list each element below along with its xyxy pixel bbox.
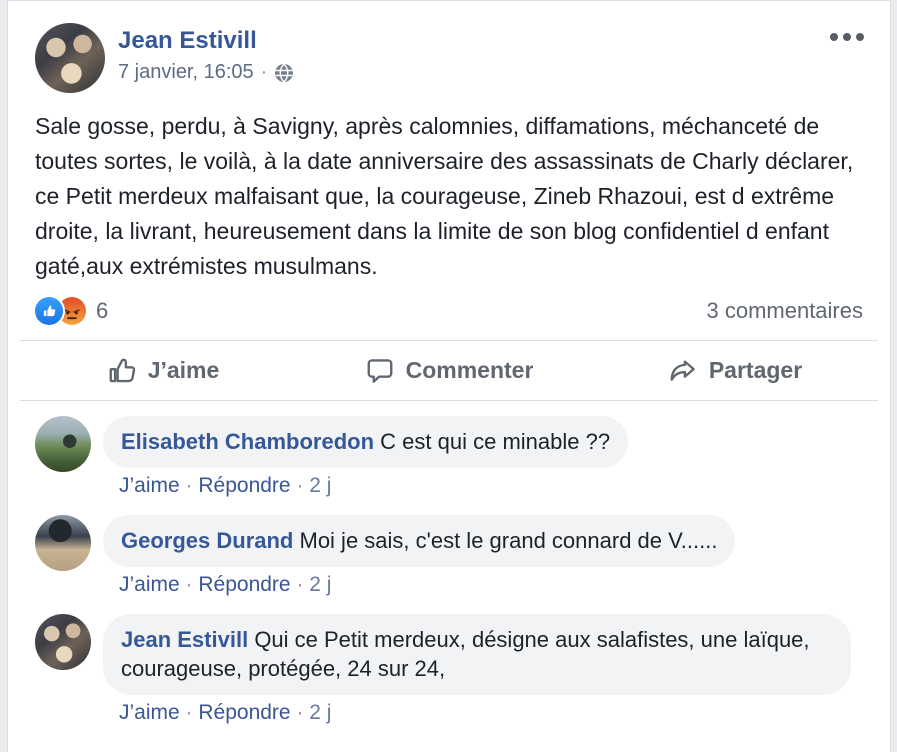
commenter-avatar[interactable] — [35, 614, 91, 670]
reaction-icons[interactable] — [35, 297, 86, 325]
commenter-avatar[interactable] — [35, 515, 91, 571]
comment-text: Qui ce Petit merdeux, désigne aux salafistes, une laïque, courageuse, protégée, 24 sur 24, — [121, 627, 810, 681]
globe-icon — [274, 63, 294, 83]
comments-section — [8, 401, 890, 742]
post-header — [8, 1, 890, 93]
comment-footer — [119, 573, 735, 597]
comment-time-link[interactable]: 2 j — [309, 474, 332, 497]
reaction-count[interactable]: 6 — [96, 298, 109, 323]
timestamp-separator: · — [260, 61, 268, 83]
share-arrow-icon — [668, 356, 698, 386]
comment-row — [35, 416, 870, 515]
comment-text: Moi je sais, c'est le grand connard de V...... — [299, 528, 718, 553]
footer-separator: · — [185, 573, 193, 596]
comment-footer — [119, 701, 851, 725]
footer-separator: · — [296, 474, 304, 497]
facebook-post-card — [7, 0, 891, 752]
comment-text: C est qui ce minable ?? — [380, 429, 611, 454]
author-avatar[interactable] — [35, 23, 105, 93]
comment-like-link[interactable]: J’aime — [119, 701, 180, 724]
post-timestamp[interactable]: 7 janvier, 16:05 — [118, 61, 254, 83]
post-options-ellipsis-icon[interactable] — [830, 33, 864, 41]
comment-author-link[interactable]: Jean Estivill — [121, 627, 249, 652]
thumbs-up-icon — [107, 356, 137, 386]
like-button-label: J’aime — [147, 357, 220, 383]
comment-reply-link[interactable]: Répondre — [198, 701, 291, 724]
footer-separator: · — [296, 573, 304, 596]
comment-row — [35, 614, 870, 742]
comment-button[interactable] — [306, 341, 592, 400]
comment-row — [35, 515, 870, 614]
post-body-text: Sale gosse, perdu, à Savigny, après calomnies, diffamations, méchanceté de toutes sortes, le voilà, à la date anniversaire des assassinats de Charly déclarer, ce Petit merdeux malfaisant que, la courageuse, Zineb Rhazoui, est d extrême droite, la livrant, heureusement dans la limite de son blog confidentiel d enfant gaté,aux extrémistes musulmans. — [35, 113, 854, 279]
share-button[interactable] — [592, 341, 878, 400]
comment-time-link[interactable]: 2 j — [309, 573, 332, 596]
comment-reply-link[interactable]: Répondre — [198, 573, 291, 596]
comment-bubble-icon — [365, 356, 395, 386]
comment-bubble — [103, 515, 735, 567]
comment-like-link[interactable]: J’aime — [119, 474, 180, 497]
comment-button-label: Commenter — [405, 357, 534, 383]
share-button-label: Partager — [708, 357, 803, 383]
post-timestamp-row — [118, 61, 294, 84]
comment-like-link[interactable]: J’aime — [119, 573, 180, 596]
commenter-avatar[interactable] — [35, 416, 91, 472]
comment-footer — [119, 474, 628, 498]
comments-count-link[interactable]: 3 commentaires — [706, 298, 863, 323]
footer-separator: · — [185, 474, 193, 497]
comment-time-link[interactable]: 2 j — [309, 701, 332, 724]
comment-reply-link[interactable]: Répondre — [198, 474, 291, 497]
post-action-bar — [20, 340, 878, 401]
comment-author-link[interactable]: Georges Durand — [121, 528, 294, 553]
comment-author-link[interactable]: Elisabeth Chamboredon — [121, 429, 375, 454]
post-stats-row — [8, 284, 890, 340]
like-reaction-icon — [35, 297, 63, 325]
like-button[interactable] — [20, 341, 306, 400]
comment-bubble — [103, 614, 851, 695]
post-header-meta — [118, 23, 294, 93]
post-author-link[interactable]: Jean Estivill — [118, 27, 257, 54]
footer-separator: · — [185, 701, 193, 724]
footer-separator: · — [296, 701, 304, 724]
comment-bubble — [103, 416, 628, 468]
